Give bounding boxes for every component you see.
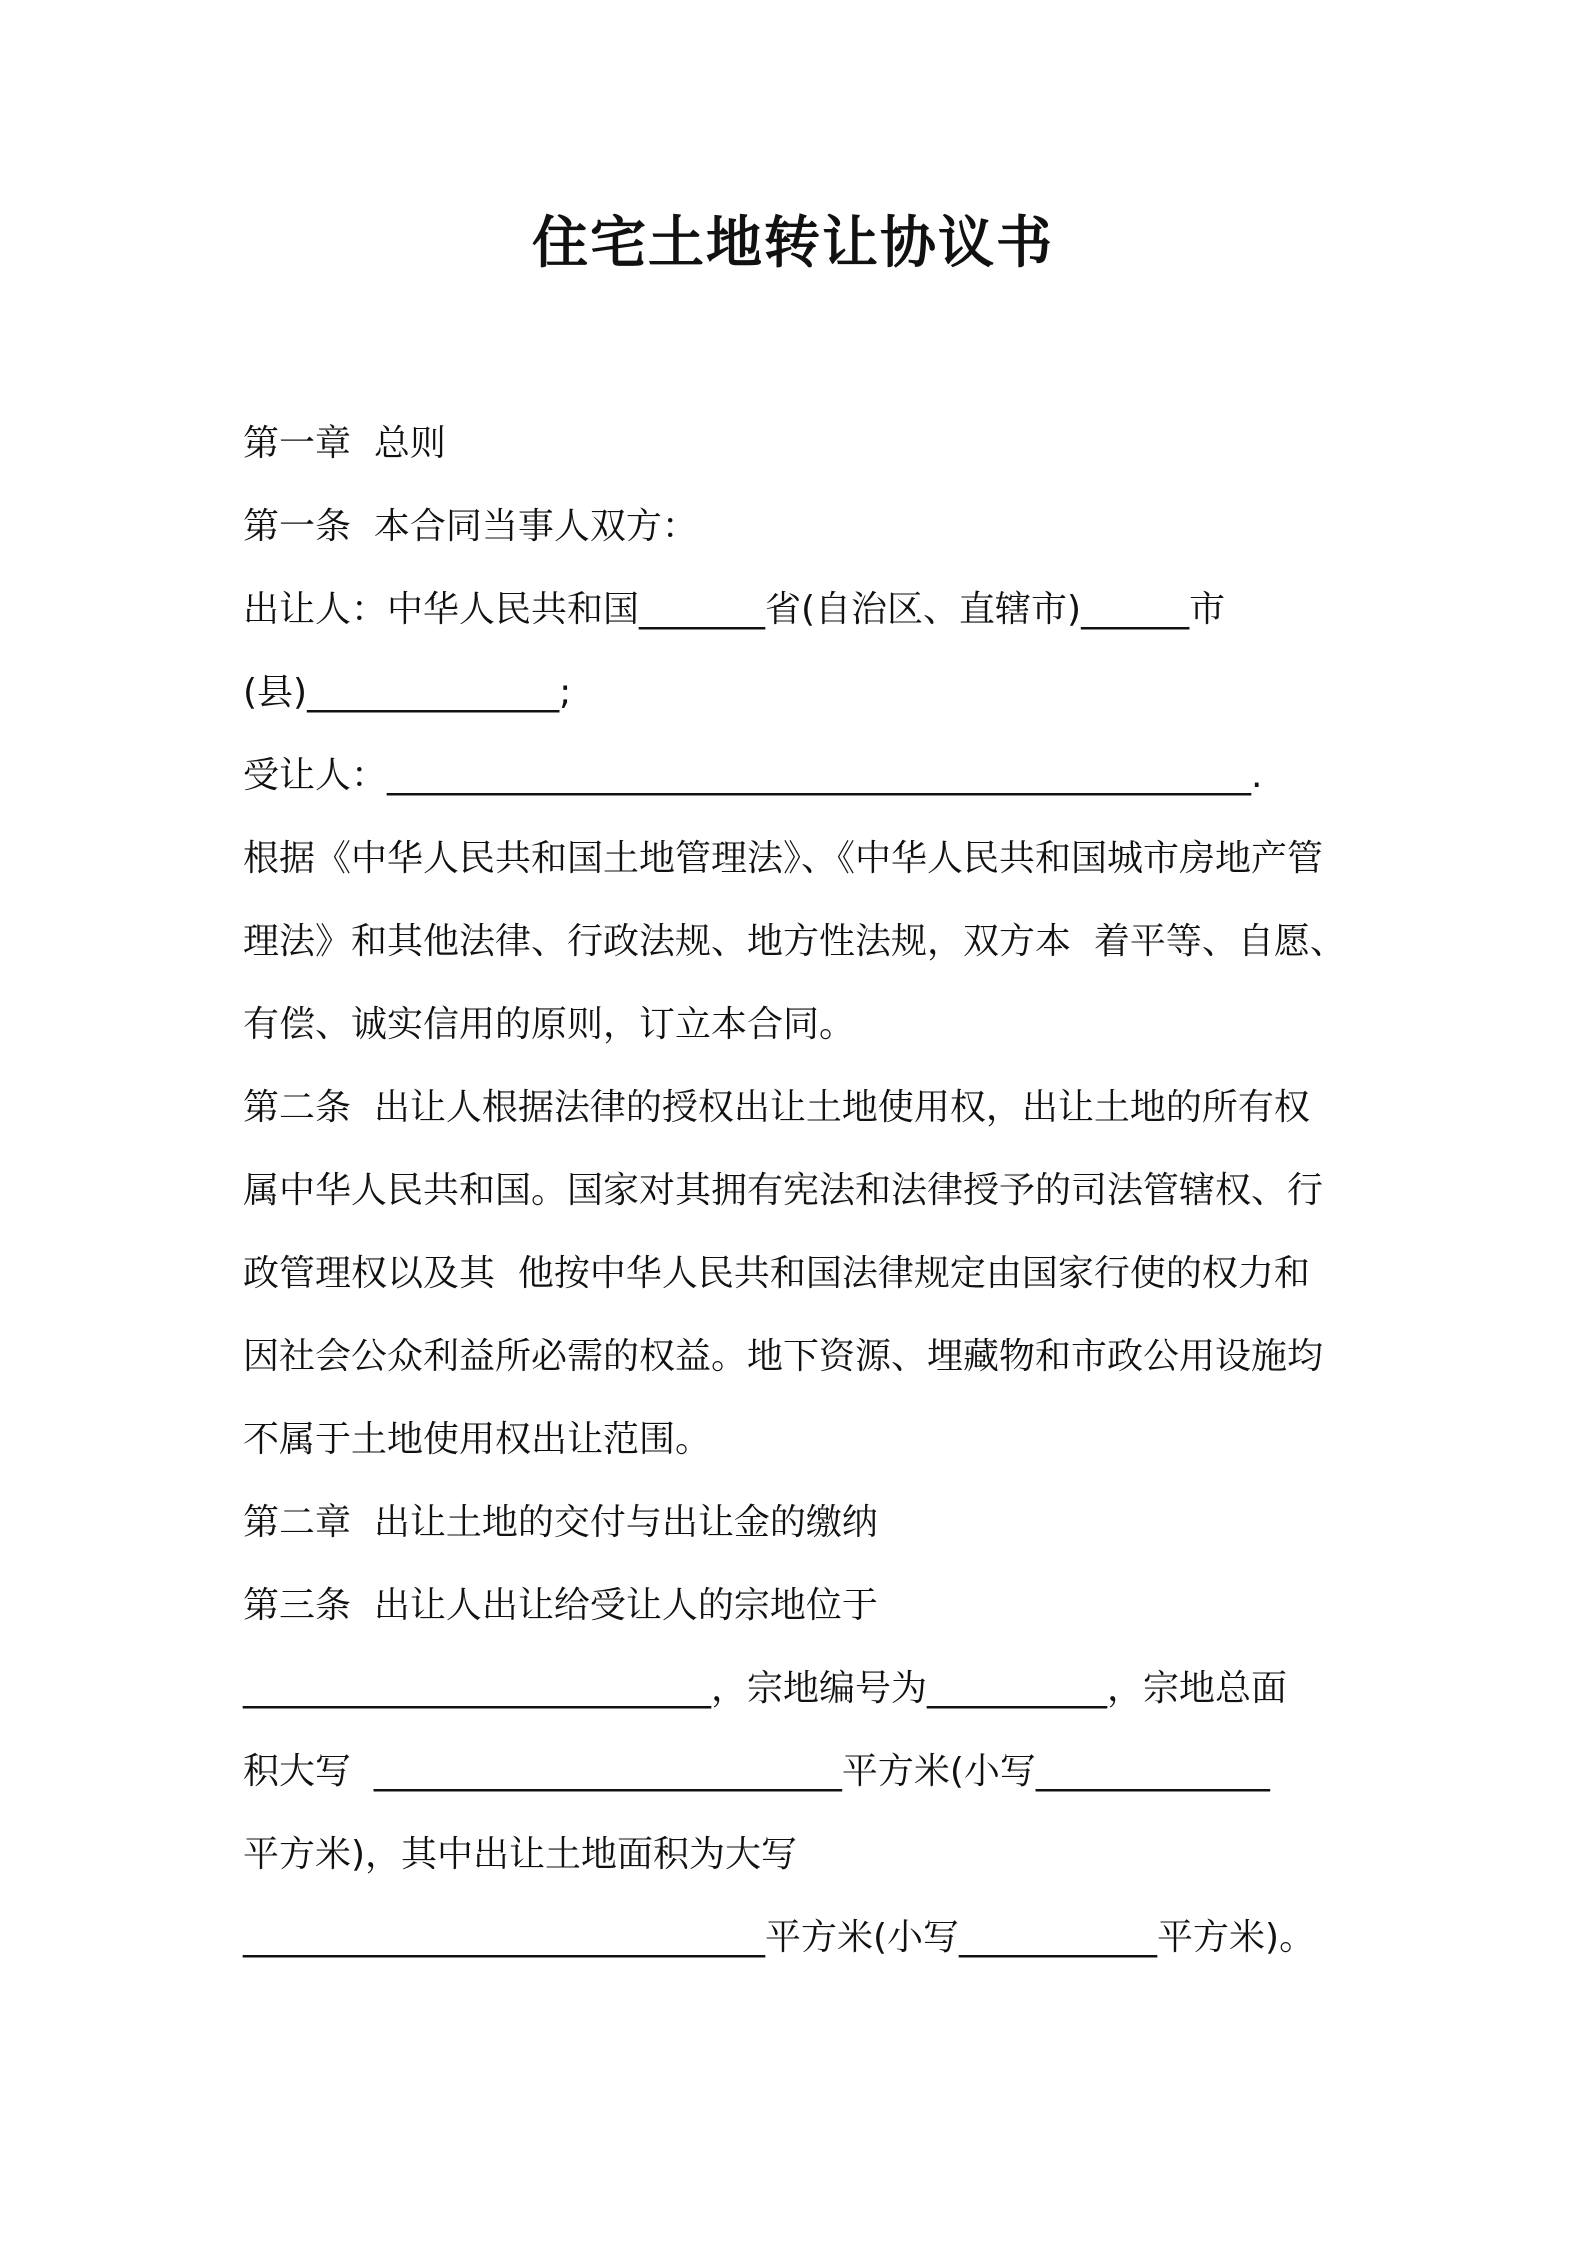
parcel-location-line: __________________________，宗地编号为__________，宗地总面 [243,1668,1288,1709]
paragraph-line: 政管理权以及其 他按中华人民共和国法律规定由国家行使的权力和 [243,1253,1310,1294]
transferee-line: 受让人：________________________________________________. [243,755,1263,796]
transfer-area-value-line: _____________________________平方米(小写___________平方米)。 [243,1917,1316,1958]
paragraph-line: 不属于土地使用权出让范围。 [243,1419,712,1460]
chapter-1-heading: 第一章 总则 [243,423,446,464]
chapter-2-heading: 第二章 出让土地的交付与出让金的缴纳 [243,1502,878,1543]
article-3-line: 第三条 出让人出让给受让人的宗地位于 [243,1585,878,1626]
transfer-area-line: 平方米)，其中出让土地面积为大写 [243,1834,798,1875]
parcel-area-line: 积大写 __________________________平方米(小写_____________ [243,1751,1270,1792]
paragraph-line: 理法》和其他法律、行政法规、地方性法规，双方本 着平等、自愿、 [243,921,1346,962]
document-body [243,402,1363,1979]
paragraph-line: 有偿、诚实信用的原则，订立本合同。 [243,1004,856,1045]
article-1-heading: 第一条 本合同当事人双方： [243,506,698,547]
document-title: 住宅土地转让协议书 [532,211,1054,276]
paragraph-line: 属中华人民共和国。国家对其拥有宪法和法律授予的司法管辖权、行 [243,1170,1324,1211]
paragraph-line: 根据《中华人民共和国土地管理法》、《中华人民共和国城市房地产管 [243,838,1324,879]
transferor-line: 出让人：中华人民共和国_______省(自治区、直辖市)______市 [243,589,1226,630]
article-2-line: 第二条 出让人根据法律的授权出让土地使用权，出让土地的所有权 [243,1087,1310,1128]
paragraph-line: 因社会公众利益所必需的权益。地下资源、埋藏物和市政公用设施均 [243,1336,1324,1377]
transferor-county-line: (县)______________; [243,672,572,713]
